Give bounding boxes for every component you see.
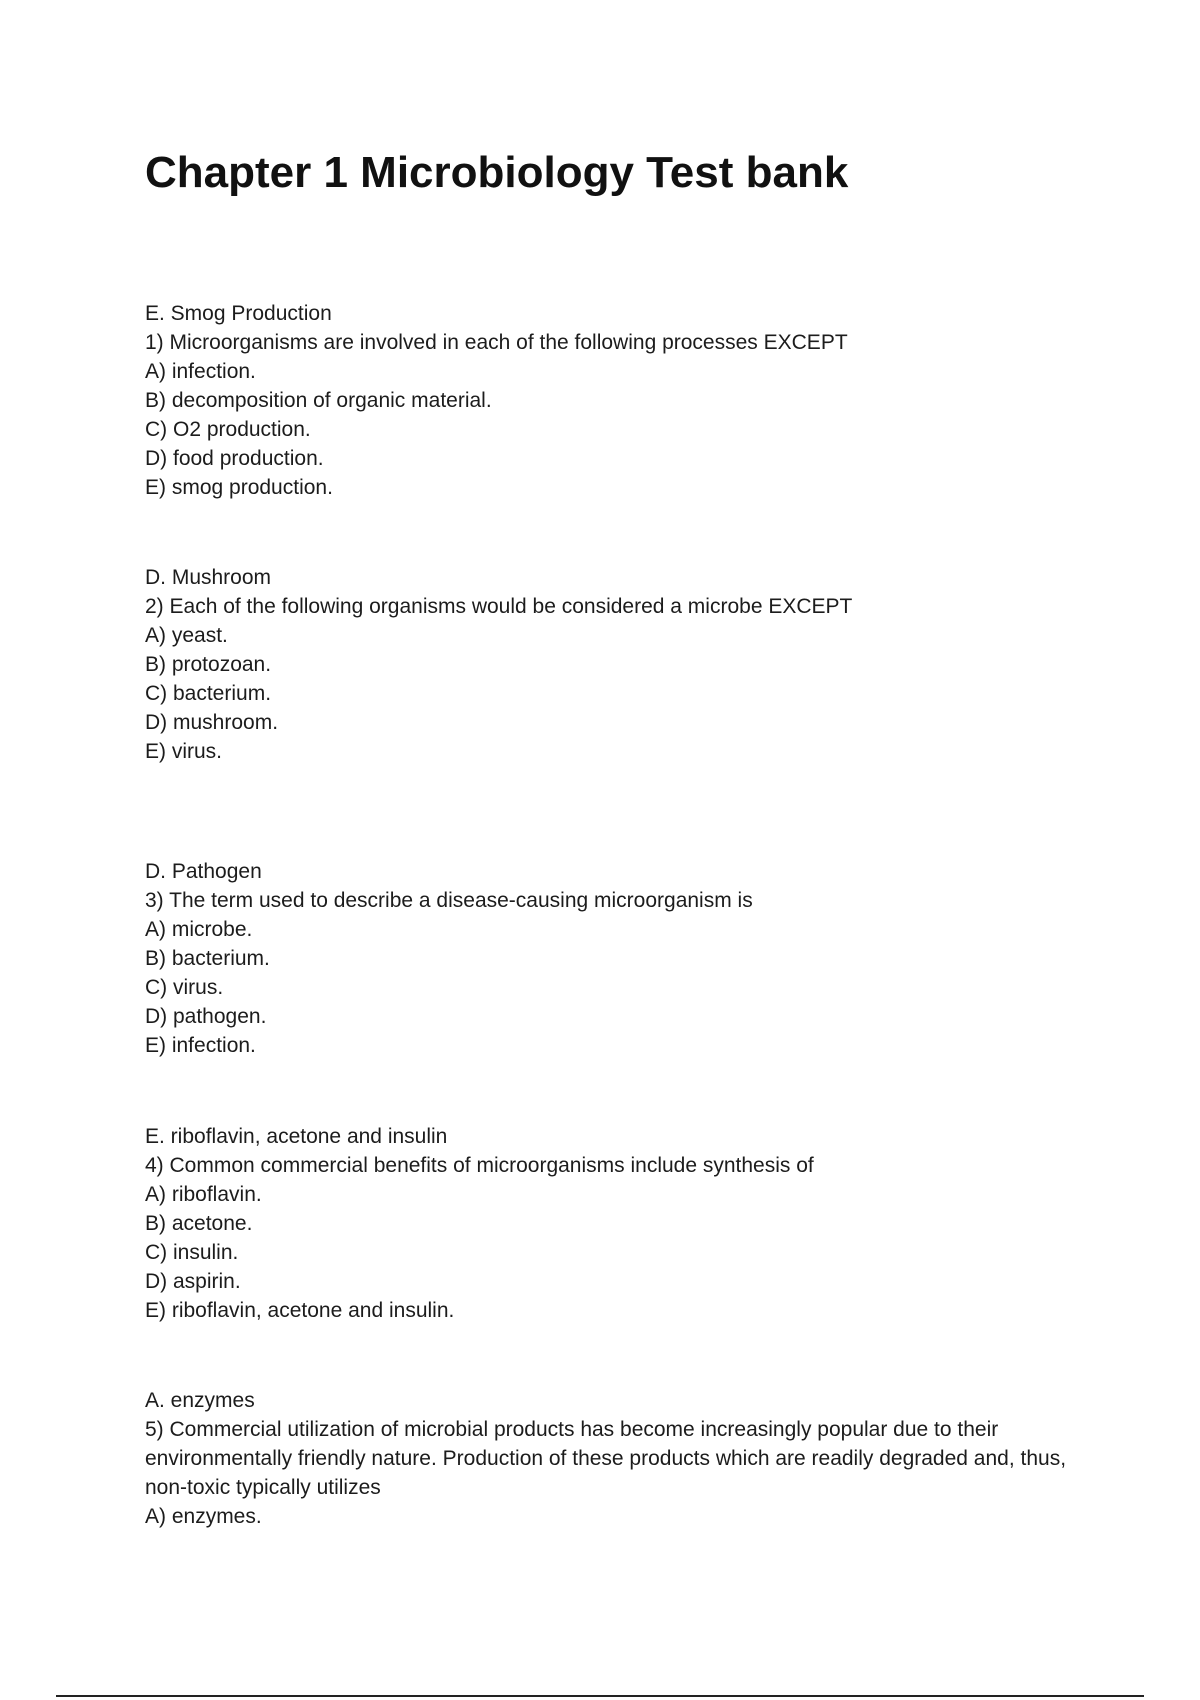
question-block-2: [145, 563, 1075, 766]
answer-key: A. enzymes: [145, 1389, 255, 1412]
option-d: D) mushroom.: [145, 711, 279, 734]
option-e: E) riboflavin, acetone and insulin.: [145, 1299, 455, 1322]
option-c: C) O2 production.: [145, 418, 311, 441]
option-b: B) acetone.: [145, 1212, 253, 1235]
question-block-4: [145, 1122, 1075, 1325]
question-text: 1) Microorganisms are involved in each of the following processes EXCEPT: [145, 331, 848, 354]
option-a: A) yeast.: [145, 624, 228, 647]
question-text: 2) Each of the following organisms would be considered a microbe EXCEPT: [145, 595, 853, 618]
option-e: E) infection.: [145, 1034, 256, 1057]
question-block-5: [145, 1386, 1075, 1531]
answer-key: D. Pathogen: [145, 860, 262, 883]
option-b: B) decomposition of organic material.: [145, 389, 492, 412]
option-a: A) microbe.: [145, 918, 253, 941]
footer-divider: [56, 1695, 1144, 1697]
option-c: C) virus.: [145, 976, 224, 999]
option-b: B) protozoan.: [145, 653, 272, 676]
option-d: D) pathogen.: [145, 1005, 267, 1028]
answer-key: E. Smog Production: [145, 302, 332, 325]
answer-key: D. Mushroom: [145, 566, 272, 589]
option-b: B) bacterium.: [145, 947, 270, 970]
question-text: 4) Common commercial benefits of microorganisms include synthesis of: [145, 1154, 814, 1177]
question-text: 3) The term used to describe a disease-causing microorganism is: [145, 889, 753, 912]
question-text: 5) Commercial utilization of microbial products has become increasingly popular due to their environmentally friendly nature. Production of these products which are readily degraded and, thus, non-toxic typically utilizes: [145, 1418, 1067, 1499]
document-page: [145, 0, 1075, 1700]
option-d: D) aspirin.: [145, 1270, 241, 1293]
question-block-3: [145, 857, 1075, 1060]
answer-key: E. riboflavin, acetone and insulin: [145, 1125, 448, 1148]
option-e: E) smog production.: [145, 476, 333, 499]
option-c: C) bacterium.: [145, 682, 272, 705]
option-a: A) infection.: [145, 360, 256, 383]
option-c: C) insulin.: [145, 1241, 239, 1264]
option-d: D) food production.: [145, 447, 324, 470]
question-block-1: [145, 299, 1075, 502]
page-title: Chapter 1 Microbiology Test bank: [145, 148, 849, 197]
option-a: A) enzymes.: [145, 1505, 262, 1528]
option-a: A) riboflavin.: [145, 1183, 262, 1206]
option-e: E) virus.: [145, 740, 223, 763]
